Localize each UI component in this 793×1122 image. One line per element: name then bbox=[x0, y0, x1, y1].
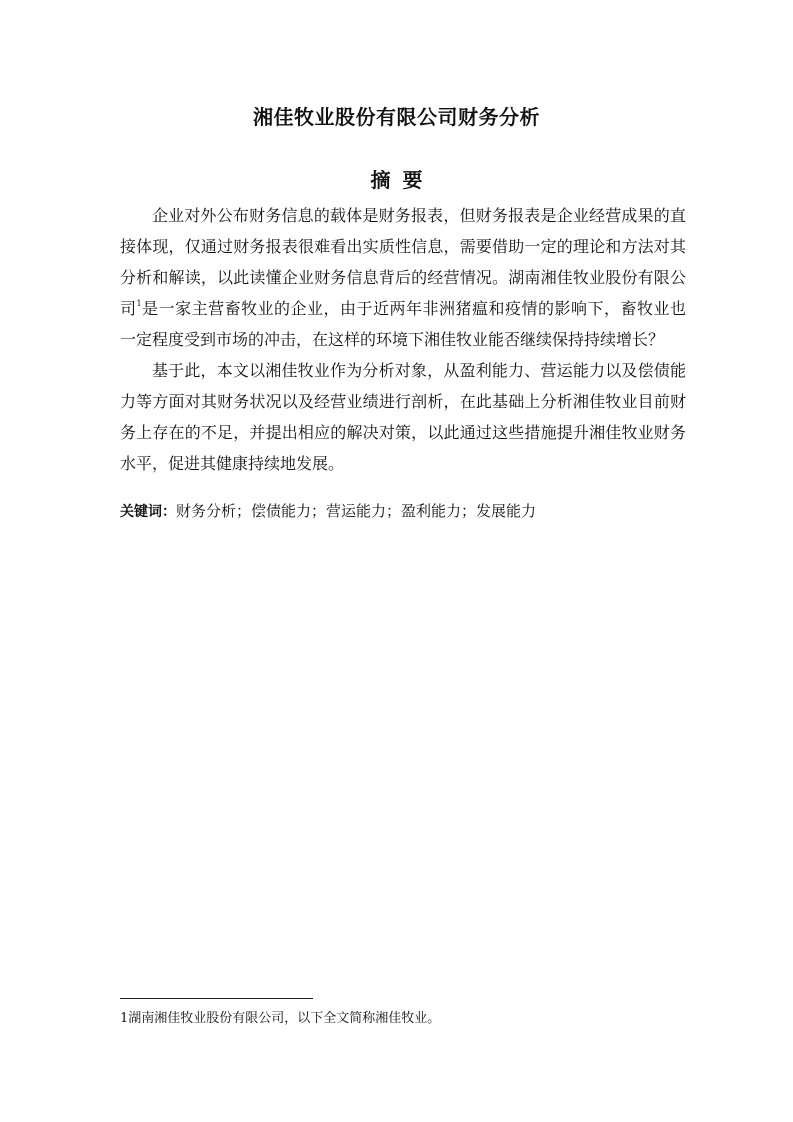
keywords-label: 关键词： bbox=[120, 504, 176, 520]
footnote-divider bbox=[120, 998, 313, 999]
paragraph-line: 力等方面对其财务状况以及经营业绩进行剖析，在此基础上分析湘佳牧业目前财 bbox=[120, 392, 686, 411]
paragraph-line: 基于此，本文以湘佳牧业作为分析对象，从盈利能力、营运能力以及偿债能 bbox=[152, 361, 686, 380]
paragraph-line-with-footnote bbox=[120, 293, 686, 324]
paragraph-line: 接体现，仅通过财务报表很难看出实质性信息，需要借助一定的理论和方法对其 bbox=[120, 237, 686, 256]
paragraph-text: 司 bbox=[120, 299, 137, 318]
paragraph-text: 是一家主营畜牧业的企业，由于近两年非洲猪瘟和疫情的影响下，畜牧业也 bbox=[141, 299, 686, 318]
paragraph-line: 企业对外公布财务信息的载体是财务报表，但财务报表是企业经营成果的直 bbox=[152, 206, 686, 225]
footnote bbox=[120, 1010, 440, 1028]
footnote-mark: 1 bbox=[120, 1011, 129, 1026]
paragraph-line: 水平，促进其健康持续地发展。 bbox=[120, 454, 345, 473]
abstract-paragraph-2 bbox=[120, 355, 686, 479]
paragraph-line: 一定程度受到市场的冲击，在这样的环境下湘佳牧业能否继续保持持续增长？ bbox=[120, 330, 665, 349]
paragraph-line: 务上存在的不足，并提出相应的解决对策，以此通过这些措施提升湘佳牧业财务 bbox=[120, 423, 686, 442]
keywords-text: 财务分析；偿债能力；营运能力；盈利能力；发展能力 bbox=[176, 502, 537, 520]
abstract-heading-char-2: 要 bbox=[402, 168, 423, 192]
document-title: 湘佳牧业股份有限公司财务分析 bbox=[253, 105, 540, 129]
abstract-paragraph-1 bbox=[120, 200, 686, 355]
abstract-heading bbox=[0, 167, 793, 193]
footnote-reference[interactable]: 1 bbox=[136, 299, 142, 308]
footnote-text: 湖南湘佳牧业股份有限公司，以下全文简称湘佳牧业。 bbox=[128, 1011, 441, 1026]
abstract-heading-char-1: 摘 bbox=[370, 168, 391, 192]
paragraph-line: 分析和解读，以此读懂企业财务信息背后的经营情况。湖南湘佳牧业股份有限公 bbox=[120, 268, 686, 287]
keywords-line bbox=[120, 499, 686, 524]
